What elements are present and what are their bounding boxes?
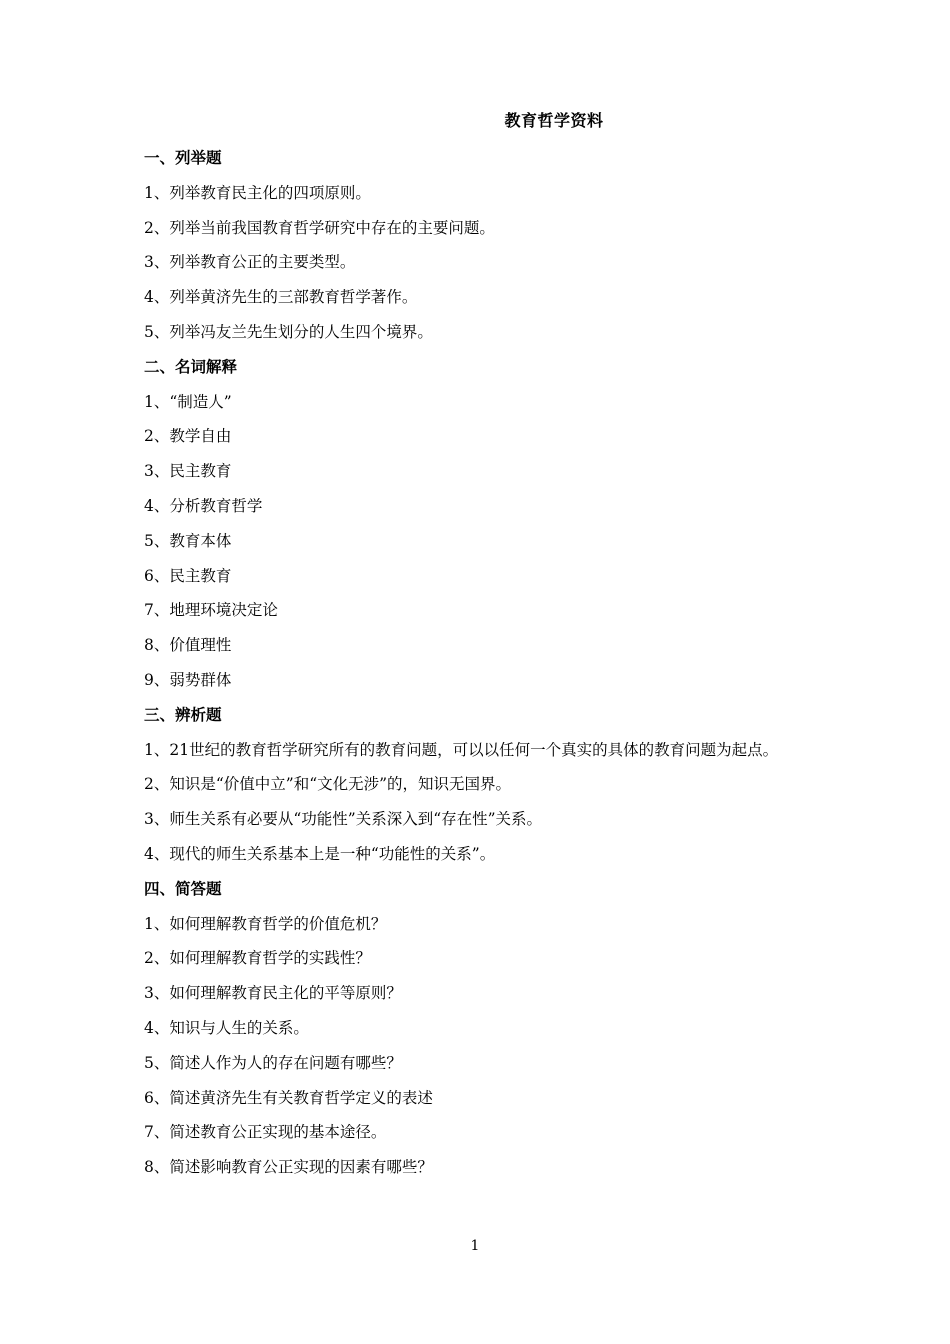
list-item: 2、列举当前我国教育哲学研究中存在的主要问题。 (144, 218, 495, 237)
list-item: 6、简述黄济先生有关教育哲学定义的表述 (144, 1088, 433, 1107)
list-item: 3、如何理解教育民主化的平等原则？ (144, 984, 402, 1003)
list-item: 7、简述教育公正实现的基本途径。 (144, 1123, 387, 1142)
list-item: 1、“制造人” (144, 392, 232, 411)
list-item: 2、知识是“价值中立”和“文化无涉”的，知识无国界。 (144, 775, 512, 794)
list-item: 4、现代的师生关系基本上是一种“功能性的关系”。 (144, 844, 496, 863)
section-heading: 四、简答题 (144, 878, 222, 898)
section-heading: 三、辨析题 (144, 704, 222, 724)
list-item: 8、简述影响教育公正实现的因素有哪些？ (144, 1158, 433, 1177)
list-item: 2、教学自由 (144, 427, 232, 446)
list-item: 4、知识与人生的关系。 (144, 1018, 309, 1037)
list-item: 1、列举教育民主化的四项原则。 (144, 183, 371, 202)
list-item: 3、列举教育公正的主要类型。 (144, 253, 356, 272)
list-item: 5、列举冯友兰先生划分的人生四个境界。 (144, 322, 433, 341)
list-item: 3、民主教育 (144, 462, 232, 481)
list-item: 1、21世纪的教育哲学研究所有的教育问题，可以以任何一个真实的具体的教育问题为起点。 (144, 740, 779, 759)
list-item: 8、价值理性 (144, 636, 232, 655)
list-item: 7、地理环境决定论 (144, 601, 278, 620)
document-body (144, 141, 809, 1185)
list-item: 1、如何理解教育哲学的价值危机？ (144, 914, 387, 933)
list-item: 5、简述人作为人的存在问题有哪些？ (144, 1053, 402, 1072)
page-number: 1 (470, 1238, 480, 1254)
list-item: 2、如何理解教育哲学的实践性？ (144, 949, 371, 968)
section-heading: 一、列举题 (144, 148, 222, 167)
list-item: 4、列举黄济先生的三部教育哲学著作。 (144, 288, 418, 307)
section-heading: 二、名词解释 (144, 356, 238, 376)
document-title: 教育哲学资料 (504, 111, 604, 130)
list-item: 6、民主教育 (144, 566, 232, 585)
list-item: 9、弱势群体 (144, 670, 232, 689)
list-item: 3、师生关系有必要从“功能性”关系深入到“存在性”关系。 (144, 810, 543, 829)
list-item: 5、教育本体 (144, 531, 232, 550)
list-item: 4、分析教育哲学 (144, 496, 263, 515)
